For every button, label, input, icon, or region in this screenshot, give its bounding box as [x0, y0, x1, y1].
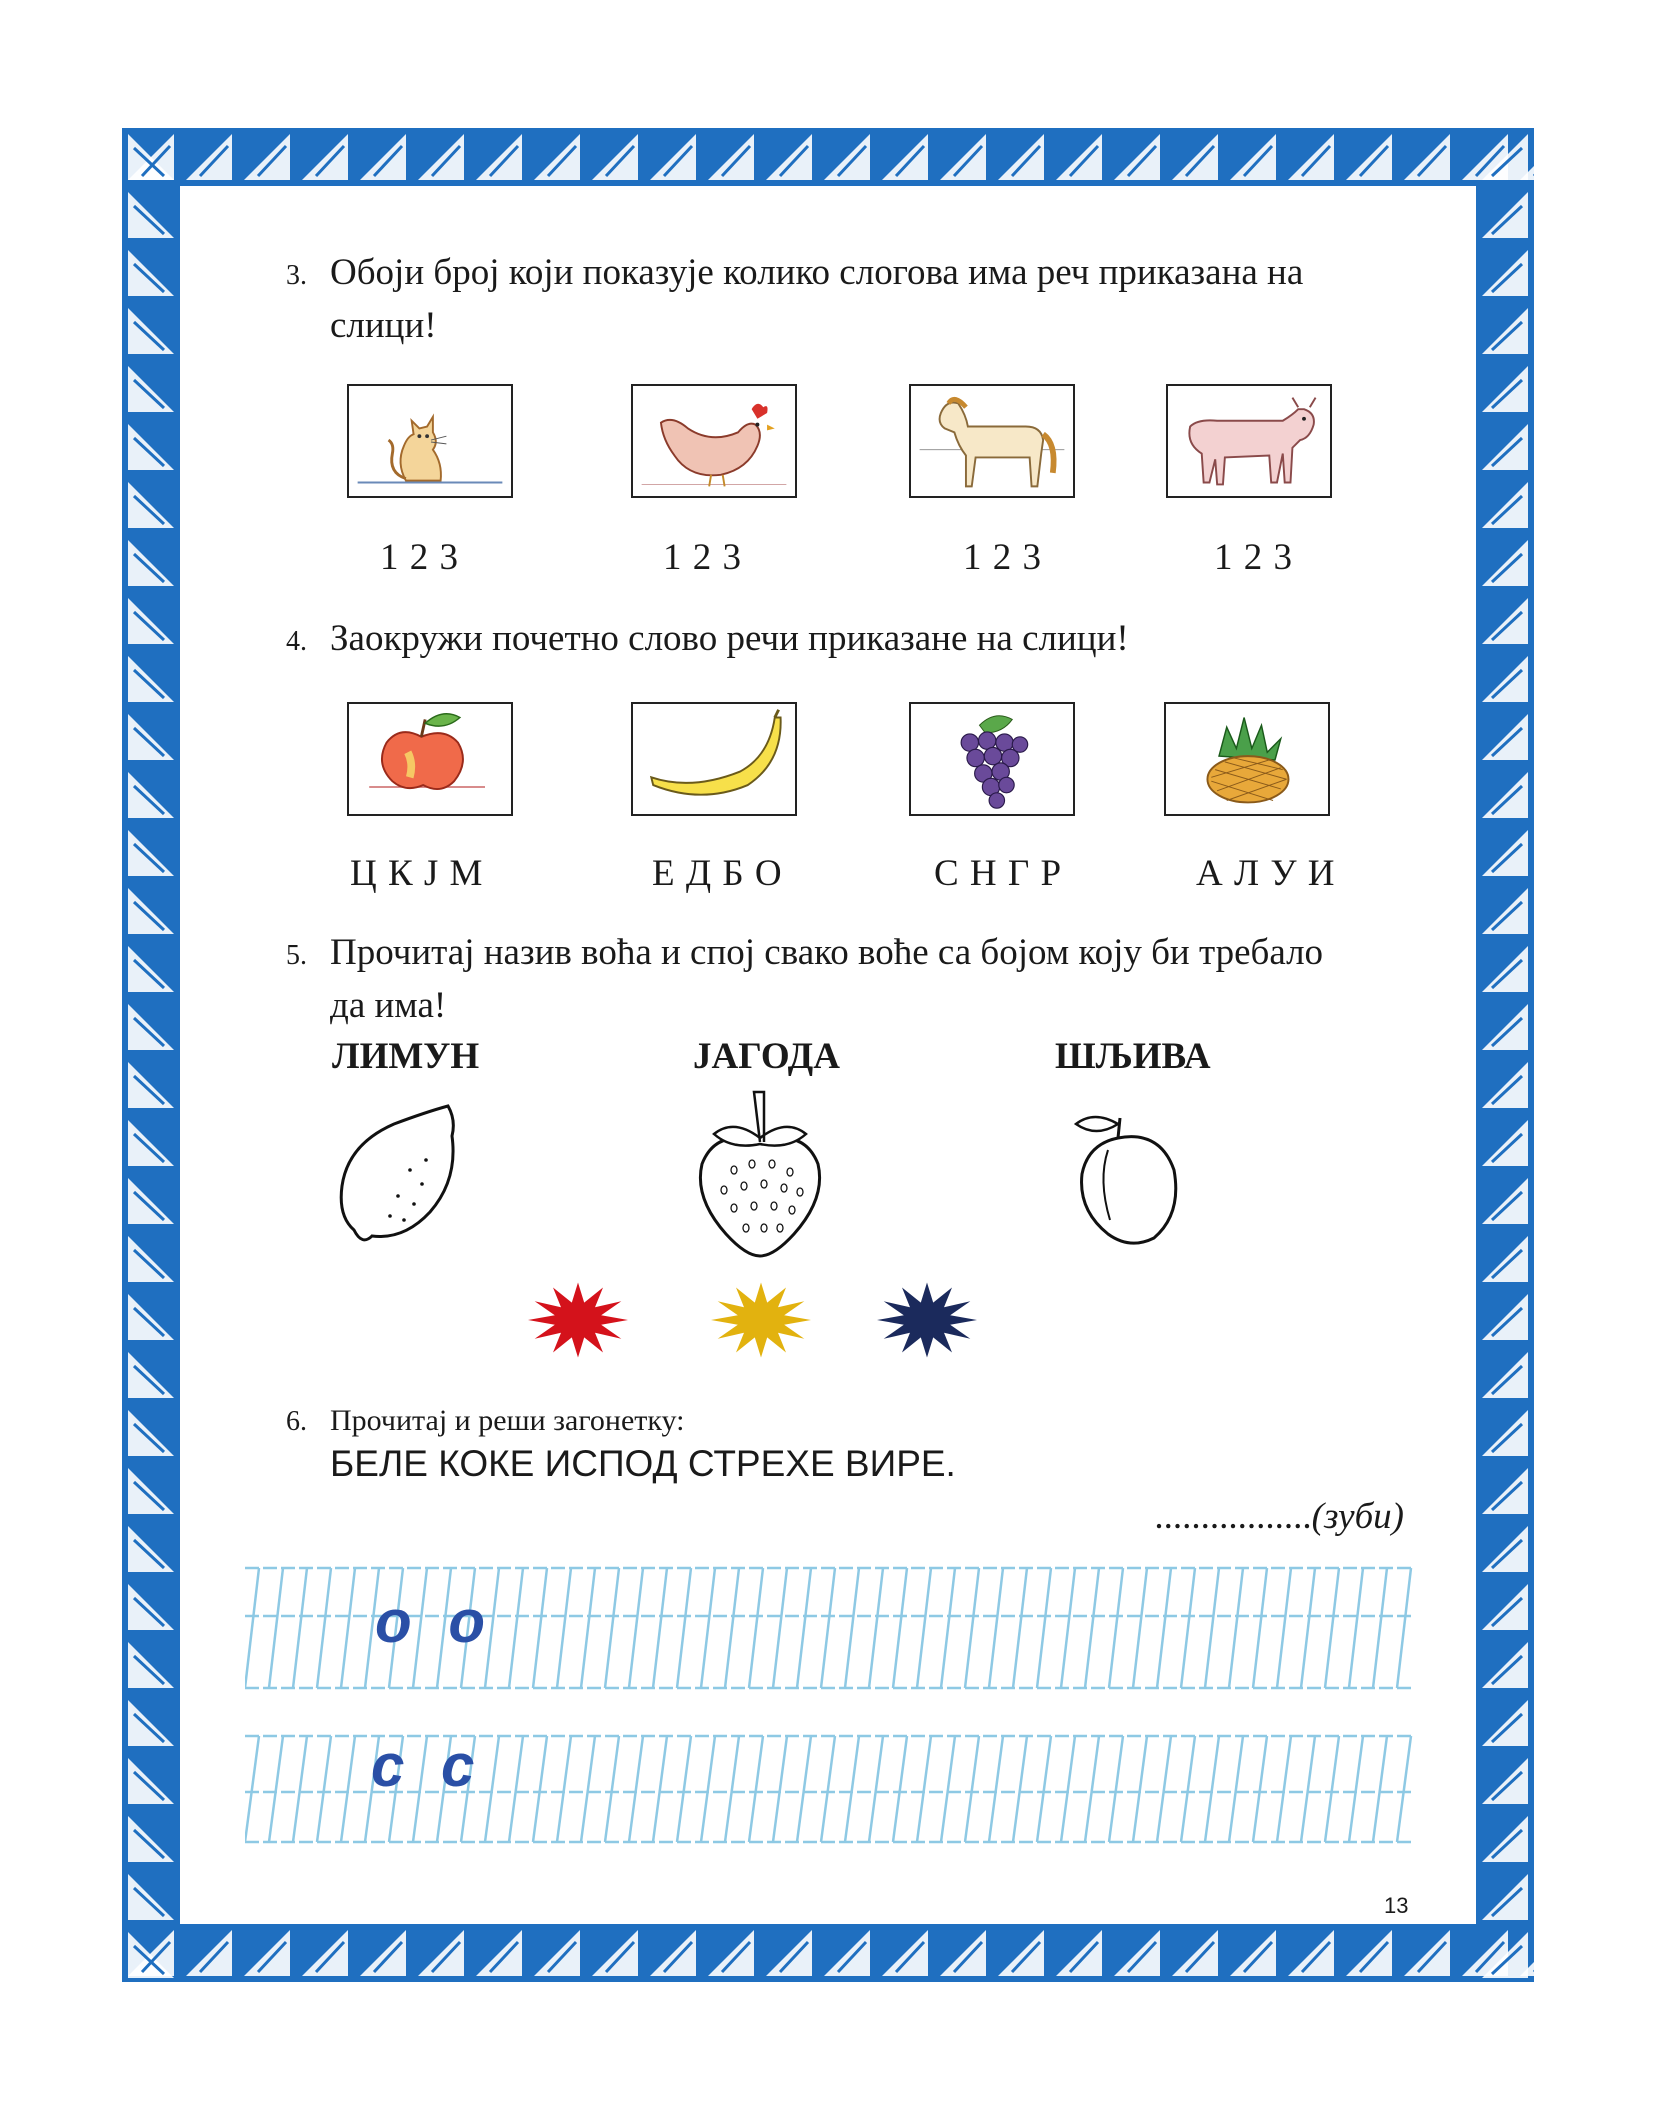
grapes-icon [911, 704, 1073, 814]
banana-picture [631, 702, 797, 816]
letter-options-3[interactable]: С Н Г Р [934, 853, 1063, 894]
cow-icon [1168, 386, 1330, 496]
question-5 [286, 928, 1323, 1031]
question-number: 5. [286, 940, 307, 971]
fruit-name-plum: ШЉИВА [1055, 1036, 1211, 1077]
cat-icon [349, 386, 511, 496]
yellow-star-icon[interactable] [706, 1280, 816, 1360]
syllable-options-2[interactable]: 1 2 3 [663, 537, 742, 578]
question-text: Прочитај и реши загонетку: [330, 1404, 685, 1437]
syllable-options-1[interactable]: 1 2 3 [380, 537, 459, 578]
horse-icon [911, 386, 1073, 496]
question-number: 6. [286, 1406, 307, 1437]
pineapple-icon [1166, 704, 1328, 814]
answer-dots[interactable]: ................. [1154, 1496, 1312, 1537]
red-star-icon[interactable] [523, 1280, 633, 1360]
cat-picture [347, 384, 513, 498]
cow-picture [1166, 384, 1332, 498]
question-4 [286, 614, 1129, 667]
question-number: 4. [286, 626, 307, 657]
question-text: Обоји број који показује колико слогова има реч приказана на [330, 252, 1304, 293]
letter-options-4[interactable]: А Л У И [1196, 853, 1336, 894]
handwriting-row-2: c c [371, 1732, 485, 1799]
navy-star-icon[interactable] [872, 1280, 982, 1360]
page-number: 13 [1384, 1893, 1409, 1918]
grapes-picture [909, 702, 1075, 816]
letter-options-1[interactable]: Ц К Ј М [350, 853, 484, 894]
handwriting-grid[interactable] [245, 1560, 1415, 1845]
question-number: 3. [286, 260, 307, 291]
question-6 [286, 1396, 684, 1447]
apple-icon [349, 704, 511, 814]
fruit-name-strawberry: ЈАГОДА [693, 1036, 840, 1077]
handwriting-row-1: o o [375, 1588, 495, 1655]
answer-text: (зуби) [1311, 1496, 1404, 1537]
riddle-text: БЕЛЕ КОКЕ ИСПОД СТРЕХЕ ВИРЕ. [330, 1443, 956, 1484]
question-text: Прочитај назив воћа и спој свако воће са бојом коју би требало [330, 932, 1324, 973]
letter-options-2[interactable]: Е Д Б О [652, 853, 783, 894]
horse-picture [909, 384, 1075, 498]
riddle-answer [1154, 1495, 1404, 1538]
lemon-icon [334, 1100, 464, 1250]
fruit-name-lemon: ЛИМУН [332, 1036, 480, 1077]
question-3 [286, 248, 1303, 351]
question-text: Заокружи почетно слово речи приказане на слици! [330, 618, 1129, 659]
pineapple-picture [1164, 702, 1330, 816]
syllable-options-4[interactable]: 1 2 3 [1214, 537, 1293, 578]
question-text-line2: да има! [330, 985, 447, 1026]
banana-icon [633, 704, 795, 814]
hen-icon [633, 386, 795, 496]
plum-icon [1070, 1110, 1180, 1250]
strawberry-icon [694, 1088, 826, 1260]
apple-picture [347, 702, 513, 816]
question-text-line2: слици! [330, 305, 437, 346]
syllable-options-3[interactable]: 1 2 3 [963, 537, 1042, 578]
hen-picture [631, 384, 797, 498]
